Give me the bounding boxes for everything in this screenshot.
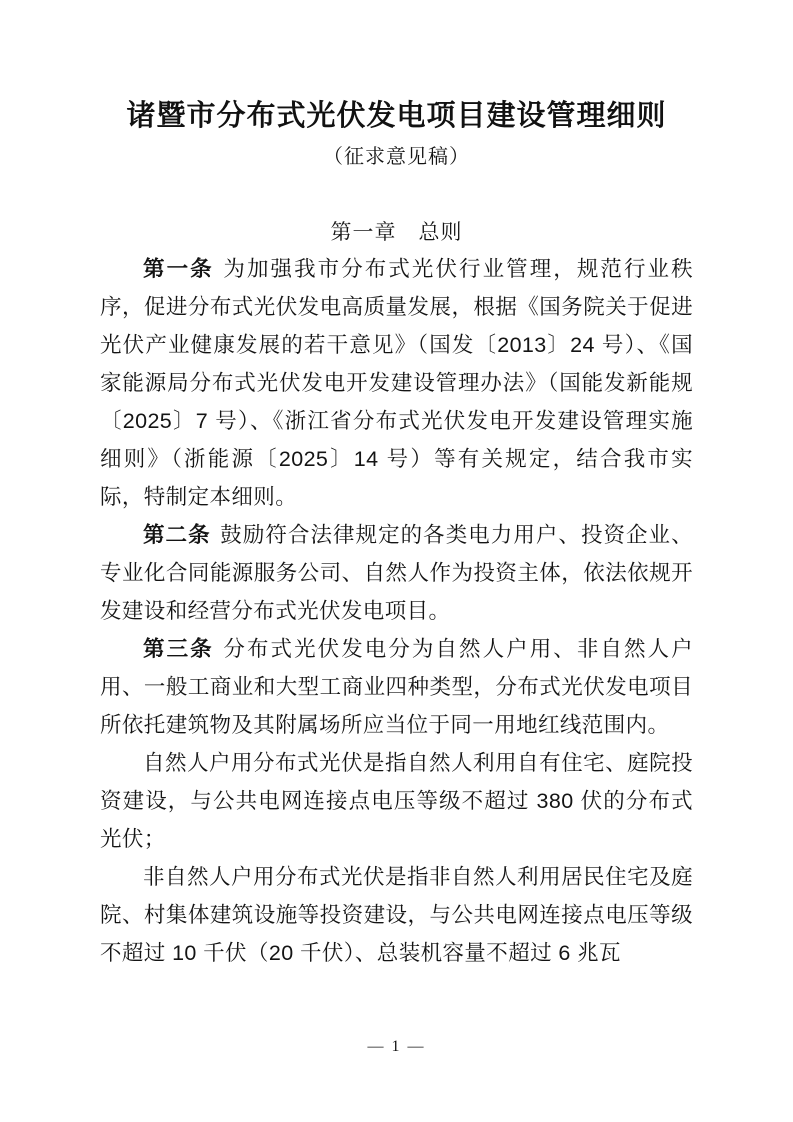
article-2-number: 第二条 (143, 523, 211, 547)
document-body (100, 250, 693, 972)
paragraph-article-3 (100, 630, 693, 744)
page-number: — 1 — (367, 1038, 426, 1055)
article-2-text: 鼓励符合法律规定的各类电力用户、投资企业、专业化合同能源服务公司、自然人作为投资主体，依法依规开发建设和经营分布式光伏发电项目。 (100, 523, 693, 623)
paragraph-article-2 (100, 516, 693, 630)
chapter-heading: 第一章 总则 (330, 221, 463, 244)
paragraph-natural-person-definition (100, 744, 693, 858)
document-subtitle: （征求意见稿） (323, 146, 470, 168)
article-1-number: 第一条 (143, 257, 214, 281)
article-1-text: 为加强我市分布式光伏行业管理，规范行业秩序，促进分布式光伏发电高质量发展，根据《国务院关于促进光伏产业健康发展的若干意见》（国发〔2013〕24 号）、《国家能源局分布式光伏发电开发建设管理办法》（国能发新能规〔2025〕7 号）、《浙江省分布式光伏发电开发建设管理实施细则》（浙能源〔2025〕14 号）等有关规定，结合我市实际，特制定本细则。 (100, 257, 693, 509)
paragraph-4-text: 自然人户用分布式光伏是指自然人利用自有住宅、庭院投资建设，与公共电网连接点电压等级不超过 380 伏的分布式光伏； (100, 751, 693, 851)
paragraph-non-natural-person-definition (100, 858, 693, 972)
paragraph-5-text: 非自然人户用分布式光伏是指非自然人利用居民住宅及庭院、村集体建筑设施等投资建设，与公共电网连接点电压等级不超过 10 千伏（20 千伏）、总装机容量不超过 6 兆瓦 (100, 865, 693, 965)
article-3-text: 分布式光伏发电分为自然人户用、非自然人户用、一般工商业和大型工商业四种类型，分布式光伏发电项目所依托建筑物及其附属场所应当位于同一用地红线范围内。 (100, 637, 693, 737)
article-3-number: 第三条 (143, 637, 214, 661)
paragraph-article-1 (100, 250, 693, 516)
document-title: 诸暨市分布式光伏发电项目建设管理细则 (126, 100, 667, 132)
